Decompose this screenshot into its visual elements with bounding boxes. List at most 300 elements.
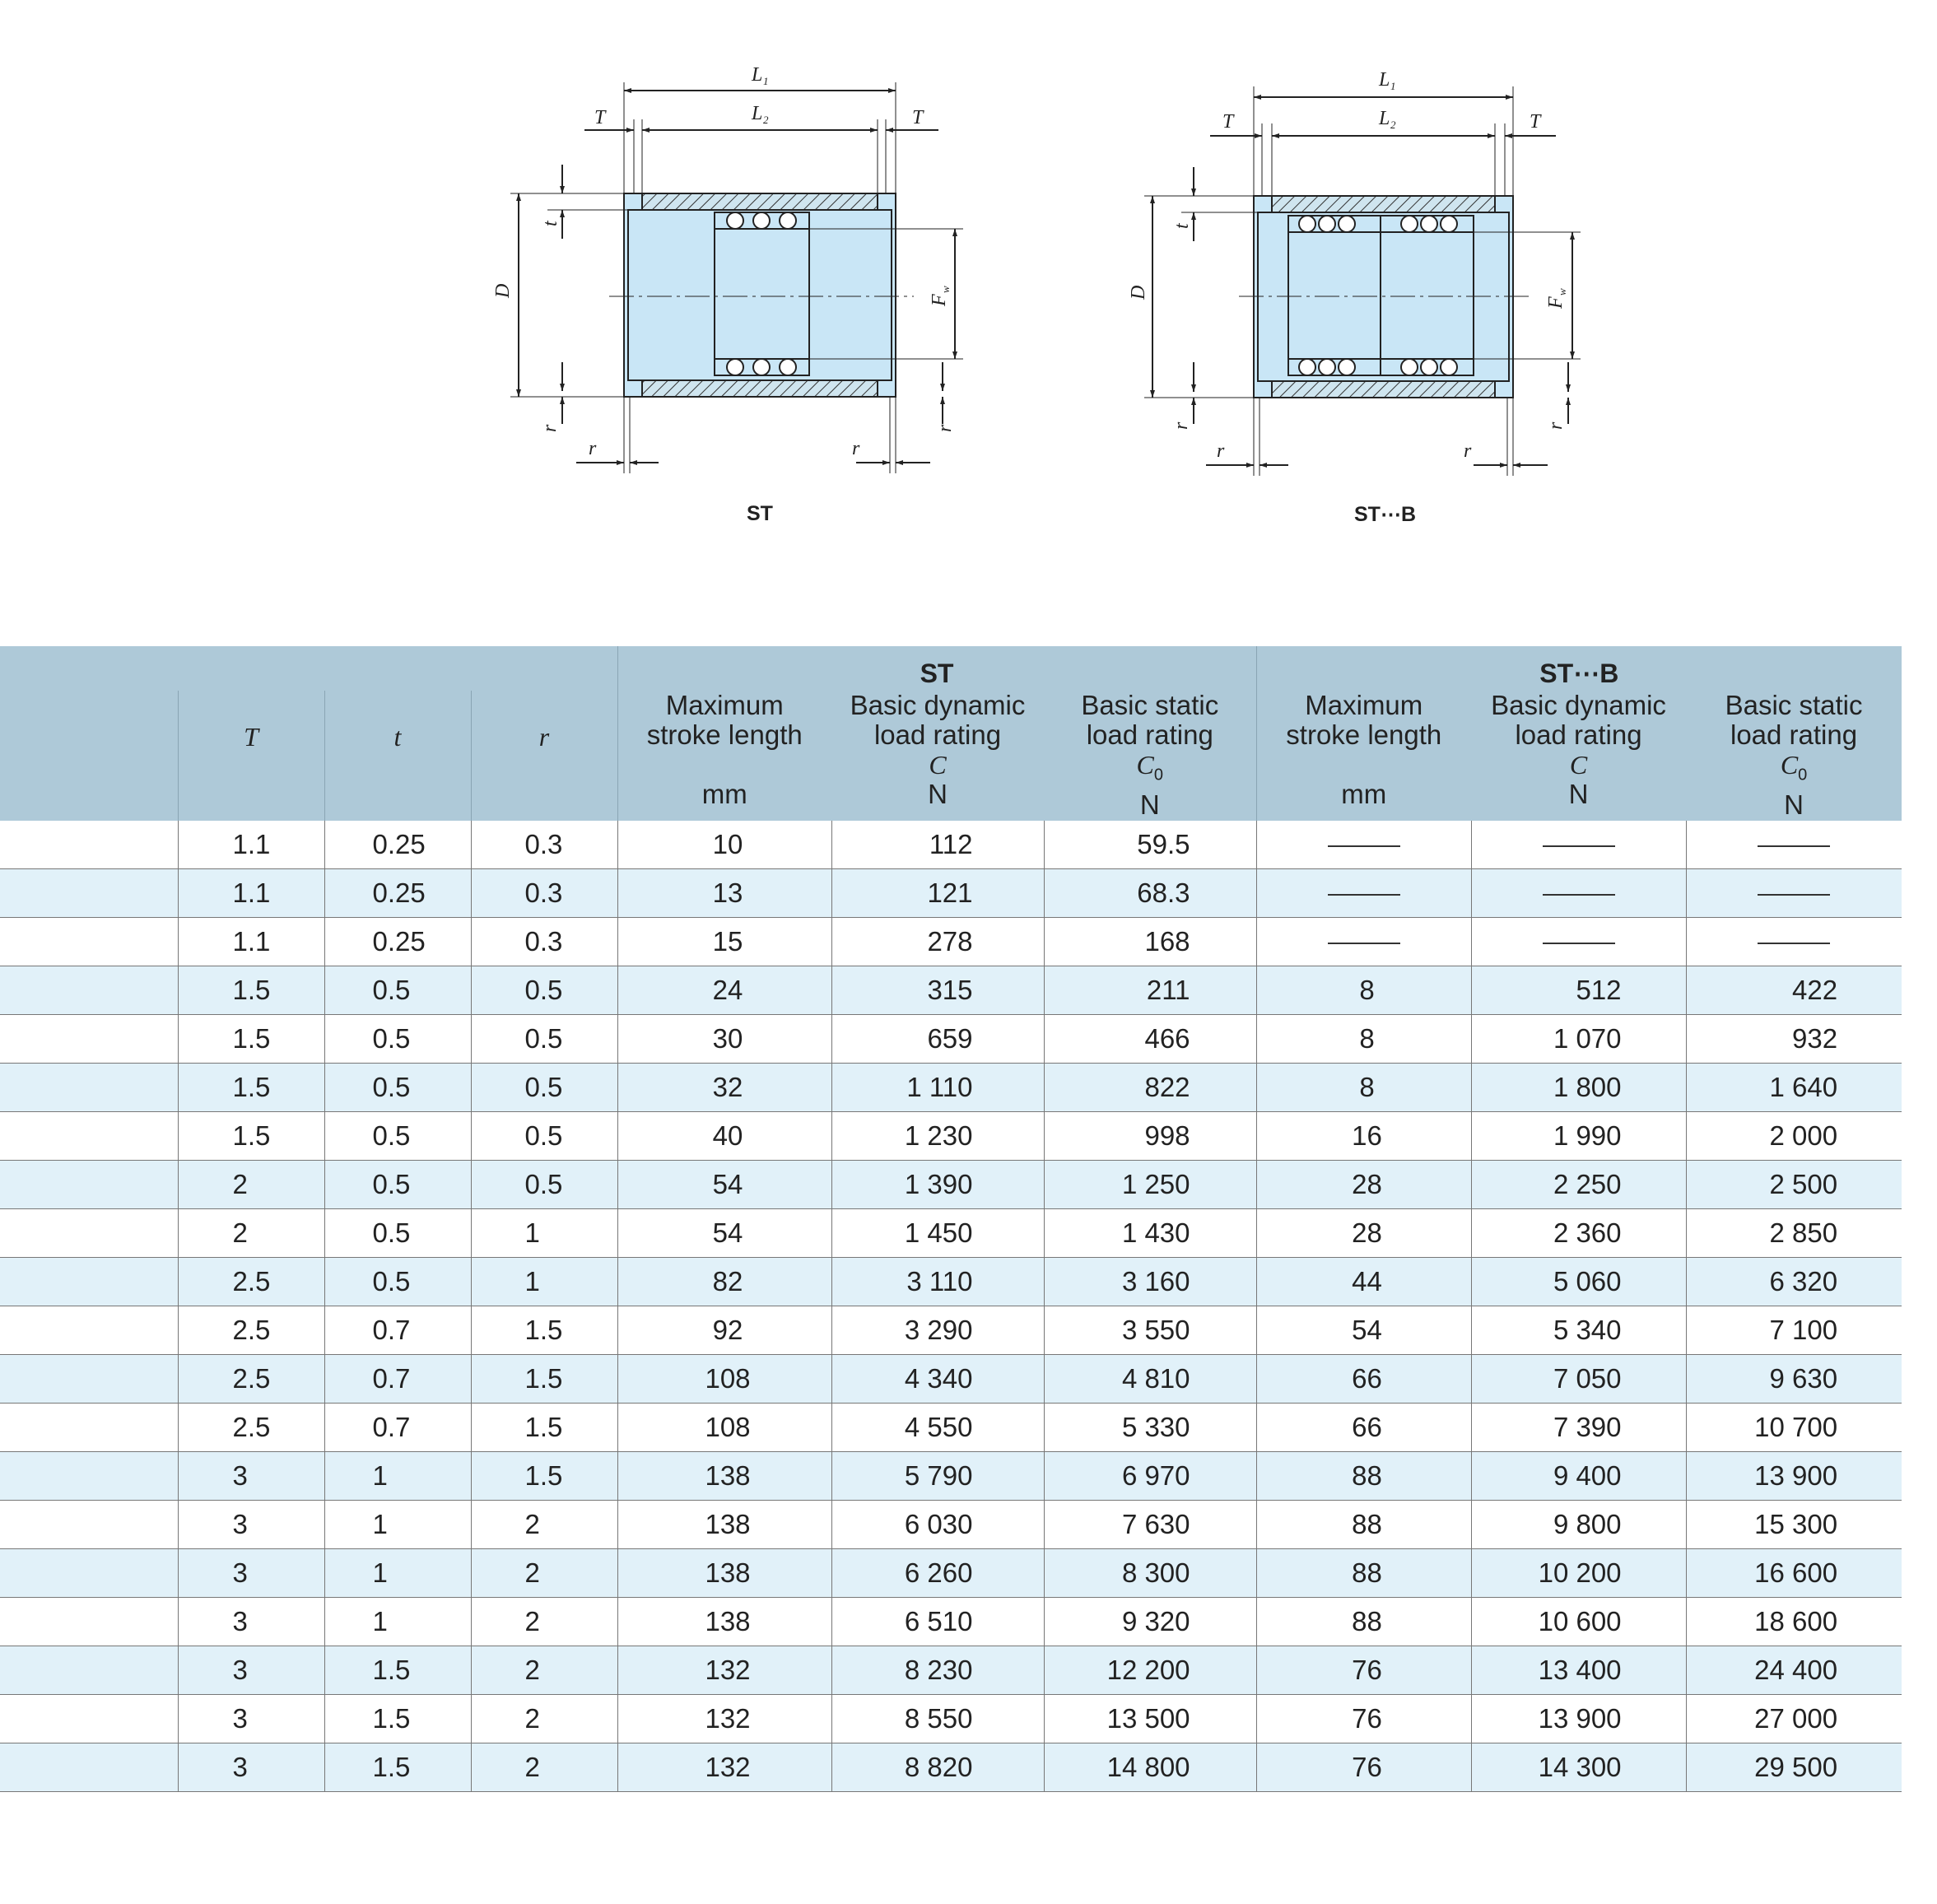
table-row [0,1161,1902,1209]
table-cell: 5 340 [1471,1306,1686,1355]
unit-label: mm [1341,779,1387,809]
row-blank-cell [0,1452,178,1501]
bearing-drawings [0,0,1937,560]
table-cell: 4 340 [831,1355,1044,1404]
table-cell: 6 970 [1044,1452,1256,1501]
table-cell: 9 400 [1471,1452,1686,1501]
table-cell [1256,821,1471,869]
table-cell: 1 [324,1549,471,1598]
table-cell: 2 [178,1209,324,1258]
table-cell: 132 [617,1646,831,1695]
table-cell: 0.5 [324,1161,471,1209]
unit-label: mm [701,779,747,809]
table-cell: 82 [617,1258,831,1306]
unit-label: N [1568,779,1589,809]
table-cell: 6 510 [831,1598,1044,1646]
table-cell: 1.1 [178,821,324,869]
table-cell: 16 600 [1686,1549,1902,1598]
table-cell: 0.5 [324,966,471,1015]
table-row [0,1695,1902,1743]
sym-C0-sub: 0 [1798,766,1808,784]
sym-C0: C [1136,750,1154,780]
table-row [0,1404,1902,1452]
drawing-caption-st: ST [747,502,773,525]
drawing-st [510,82,963,473]
table-cell: 0.5 [471,1112,617,1161]
sym-C0-sub: 0 [1153,766,1163,784]
table-cell: 2 000 [1686,1112,1902,1161]
header-label: Maximum stroke length [1286,690,1442,750]
row-blank-cell [0,1501,178,1549]
not-available-dash [1328,943,1400,944]
table-cell: 3 [178,1695,324,1743]
table-cell: 138 [617,1598,831,1646]
header-label: Basic static load rating [1081,690,1219,750]
table-cell: 2 [471,1549,617,1598]
blank-header [0,646,617,691]
table-cell: 40 [617,1112,831,1161]
unit-label: N [1139,789,1160,820]
table-cell: 1 990 [1471,1112,1686,1161]
table-cell: 66 [1256,1404,1471,1452]
table-row [0,1306,1902,1355]
table-cell: 2 [471,1646,617,1695]
table-cell: 88 [1256,1549,1471,1598]
table-cell: 138 [617,1452,831,1501]
svg-text:r: r [852,438,860,459]
row-blank-cell [0,1355,178,1404]
table-cell: 2 [471,1695,617,1743]
table-cell: 1.5 [324,1695,471,1743]
svg-text:D: D [492,283,514,298]
table-cell: 0.5 [471,1161,617,1209]
table-cell: 132 [617,1695,831,1743]
table-cell: 1 230 [831,1112,1044,1161]
table-cell: 8 300 [1044,1549,1256,1598]
table-cell: 466 [1044,1015,1256,1064]
table-cell: 1 [324,1501,471,1549]
table-cell: 3 [178,1646,324,1695]
table-cell: 1.5 [471,1306,617,1355]
svg-text:w: w [939,286,952,293]
header-label: Maximum stroke length [646,690,803,750]
unit-label: N [928,779,948,809]
table-cell: 54 [617,1161,831,1209]
table-cell: 8 820 [831,1743,1044,1792]
table-cell [1686,918,1902,966]
table-cell [1256,869,1471,918]
row-blank-cell [0,1549,178,1598]
row-blank-cell [0,1646,178,1695]
svg-text:D: D [1128,285,1149,300]
table-cell: 12 200 [1044,1646,1256,1695]
not-available-dash [1758,943,1830,944]
table-cell: 315 [831,966,1044,1015]
table-row [0,1064,1902,1112]
table-cell: 32 [617,1064,831,1112]
table-cell: 9 320 [1044,1598,1256,1646]
spec-table-body [0,821,1902,1792]
stb-col-header-static [1686,691,1902,821]
table-cell: 112 [831,821,1044,869]
table-cell: 3 [178,1452,324,1501]
table-cell: 76 [1256,1646,1471,1695]
table-cell: 138 [617,1501,831,1549]
table-cell: 3 290 [831,1306,1044,1355]
table-cell: 1.5 [178,1064,324,1112]
table-cell: 14 800 [1044,1743,1256,1792]
table-cell: 1.5 [324,1743,471,1792]
table-cell: 998 [1044,1112,1256,1161]
group-header-st-b: ST⋯B [1256,646,1902,691]
table-cell: 7 390 [1471,1404,1686,1452]
table-cell: 5 790 [831,1452,1044,1501]
table-cell: 16 [1256,1112,1471,1161]
table-cell: 14 300 [1471,1743,1686,1792]
table-cell: 8 230 [831,1646,1044,1695]
table-cell: 2.5 [178,1355,324,1404]
table-cell: 76 [1256,1695,1471,1743]
table-cell: 29 500 [1686,1743,1902,1792]
table-row [0,1112,1902,1161]
table-cell: 1.5 [324,1646,471,1695]
header-label: Basic dynamic load rating [1491,690,1666,750]
table-cell: 1.1 [178,918,324,966]
table-cell: 10 700 [1686,1404,1902,1452]
st-col-header-dynamic [831,691,1044,821]
svg-text:r: r [1464,440,1472,462]
table-cell: 1 250 [1044,1161,1256,1209]
stb-col-header-stroke [1256,691,1471,821]
table-cell [1471,821,1686,869]
svg-text:r: r [589,438,597,459]
table-cell: 88 [1256,1598,1471,1646]
sym-C0: C [1780,750,1799,780]
sym-r: r [538,722,550,752]
table-cell: 54 [617,1209,831,1258]
table-cell: 0.25 [324,869,471,918]
table-cell: 1.5 [471,1355,617,1404]
row-blank-cell [0,1404,178,1452]
row-blank-cell [0,1695,178,1743]
table-cell: 8 [1256,1015,1471,1064]
table-cell: 2 [471,1598,617,1646]
table-row [0,821,1902,869]
table-cell: 138 [617,1549,831,1598]
table-cell: 8 [1256,1064,1471,1112]
table-cell: 132 [617,1743,831,1792]
svg-text:L: L [1379,108,1390,129]
table-cell: 59.5 [1044,821,1256,869]
table-cell: 1 [324,1452,471,1501]
header-label: Basic static load rating [1725,690,1863,750]
table-cell: 2 [471,1743,617,1792]
table-cell: 2.5 [178,1306,324,1355]
table-cell: 1.5 [471,1452,617,1501]
blank-col-header [0,691,178,821]
table-cell: 66 [1256,1355,1471,1404]
table-row [0,1452,1902,1501]
table-cell: 4 550 [831,1404,1044,1452]
table-cell: 2 500 [1686,1161,1902,1209]
sym-T: T [244,722,258,752]
row-blank-cell [0,821,178,869]
table-row [0,1209,1902,1258]
table-cell: 54 [1256,1306,1471,1355]
table-row [0,1355,1902,1404]
table-cell: 1.5 [178,1112,324,1161]
table-cell: 1 800 [1471,1064,1686,1112]
group-header-row [0,646,1902,691]
svg-text:T: T [594,107,606,128]
st-col-header-stroke [617,691,831,821]
svg-text:1: 1 [1390,80,1396,92]
table-cell: 10 [617,821,831,869]
table-cell: 0.25 [324,821,471,869]
table-cell: 9 630 [1686,1355,1902,1404]
svg-text:F: F [929,294,950,306]
col-header-r [471,691,617,821]
table-cell: 1.1 [178,869,324,918]
table-cell: 13 [617,869,831,918]
table-cell: 121 [831,869,1044,918]
table-cell: 88 [1256,1452,1471,1501]
table-cell: 1.5 [178,966,324,1015]
table-cell: 0.5 [324,1209,471,1258]
table-row [0,1258,1902,1306]
column-header-row [0,691,1902,821]
svg-text:2: 2 [1390,119,1396,131]
table-cell: 0.5 [471,1064,617,1112]
table-cell: 0.25 [324,918,471,966]
svg-text:r: r [539,424,561,432]
drawing-st-b [1144,86,1581,476]
table-cell: 68.3 [1044,869,1256,918]
table-row [0,1501,1902,1549]
table-cell: 3 160 [1044,1258,1256,1306]
table-cell: 8 [1256,966,1471,1015]
table-cell [1256,918,1471,966]
not-available-dash [1328,894,1400,896]
table-cell: 0.7 [324,1355,471,1404]
table-row [0,1743,1902,1792]
table-cell: 0.5 [471,966,617,1015]
row-blank-cell [0,1598,178,1646]
sym-C: C [929,750,947,780]
table-cell: 0.7 [324,1306,471,1355]
table-cell: 5 060 [1471,1258,1686,1306]
table-cell: 3 [178,1743,324,1792]
table-cell: 1 [324,1598,471,1646]
svg-text:t: t [540,221,561,226]
not-available-dash [1328,845,1400,847]
stb-col-header-dynamic [1471,691,1686,821]
svg-text:T: T [912,107,924,128]
table-row [0,869,1902,918]
sym-t: t [393,722,402,752]
unit-label: N [1784,789,1804,820]
table-cell: 422 [1686,966,1902,1015]
table-cell: 2 360 [1471,1209,1686,1258]
table-cell: 24 400 [1686,1646,1902,1695]
svg-text:T: T [1222,111,1234,133]
table-cell: 1 [471,1258,617,1306]
table-cell: 512 [1471,966,1686,1015]
table-cell: 9 800 [1471,1501,1686,1549]
table-cell: 76 [1256,1743,1471,1792]
table-cell: 30 [617,1015,831,1064]
table-cell: 13 900 [1471,1695,1686,1743]
not-available-dash [1758,845,1830,847]
table-cell: 2.5 [178,1258,324,1306]
table-cell: 278 [831,918,1044,966]
table-row [0,1598,1902,1646]
table-cell: 15 300 [1686,1501,1902,1549]
st-col-header-static [1044,691,1256,821]
table-cell: 6 320 [1686,1258,1902,1306]
table-cell: 24 [617,966,831,1015]
table-cell: 4 810 [1044,1355,1256,1404]
table-row [0,1549,1902,1598]
table-cell: 44 [1256,1258,1471,1306]
table-cell: 13 500 [1044,1695,1256,1743]
table-cell: 0.5 [324,1015,471,1064]
table-cell: 2 [471,1501,617,1549]
svg-text:T: T [1530,111,1541,133]
row-blank-cell [0,1161,178,1209]
table-cell: 108 [617,1404,831,1452]
table-cell: 1 110 [831,1064,1044,1112]
table-cell: 13 400 [1471,1646,1686,1695]
row-blank-cell [0,869,178,918]
table-cell: 5 330 [1044,1404,1256,1452]
table-cell [1471,869,1686,918]
table-cell: 8 550 [831,1695,1044,1743]
table-cell: 1 070 [1471,1015,1686,1064]
svg-text:t: t [1171,223,1193,229]
table-cell: 3 [178,1549,324,1598]
table-cell: 822 [1044,1064,1256,1112]
table-cell: 28 [1256,1161,1471,1209]
drawing-caption-st-b: ST⋯B [1354,503,1416,526]
svg-text:r: r [1217,440,1225,462]
row-blank-cell [0,1015,178,1064]
table-cell: 932 [1686,1015,1902,1064]
spec-table [0,646,1902,1792]
table-cell: 2 [178,1161,324,1209]
row-blank-cell [0,1112,178,1161]
table-cell: 10 200 [1471,1549,1686,1598]
row-blank-cell [0,1743,178,1792]
row-blank-cell [0,1209,178,1258]
table-cell: 3 110 [831,1258,1044,1306]
table-row [0,966,1902,1015]
table-cell: 2 850 [1686,1209,1902,1258]
svg-text:r: r [934,424,956,432]
table-cell: 1.5 [178,1015,324,1064]
table-cell: 27 000 [1686,1695,1902,1743]
table-cell: 6 030 [831,1501,1044,1549]
svg-text:2: 2 [763,114,769,126]
table-cell: 659 [831,1015,1044,1064]
table-cell: 3 [178,1598,324,1646]
not-available-dash [1543,845,1615,847]
table-cell: 0.5 [324,1064,471,1112]
table-cell [1686,869,1902,918]
svg-text:L: L [752,103,763,124]
not-available-dash [1543,943,1615,944]
table-cell: 1 390 [831,1161,1044,1209]
row-blank-cell [0,1064,178,1112]
svg-text:L: L [1379,69,1390,91]
table-row [0,918,1902,966]
table-cell: 2 250 [1471,1161,1686,1209]
table-cell: 108 [617,1355,831,1404]
table-cell: 1 [471,1209,617,1258]
table-cell: 13 900 [1686,1452,1902,1501]
table-cell: 7 050 [1471,1355,1686,1404]
table-cell: 0.5 [324,1112,471,1161]
col-header-T [178,691,324,821]
not-available-dash [1543,894,1615,896]
table-cell: 7 100 [1686,1306,1902,1355]
table-cell: 18 600 [1686,1598,1902,1646]
header-label: Basic dynamic load rating [850,690,1026,750]
table-row [0,1646,1902,1695]
table-cell: 0.3 [471,869,617,918]
table-cell: 15 [617,918,831,966]
col-header-t [324,691,471,821]
row-blank-cell [0,1258,178,1306]
table-cell: 211 [1044,966,1256,1015]
svg-text:1: 1 [763,75,769,87]
table-cell: 10 600 [1471,1598,1686,1646]
svg-text:L: L [752,64,763,86]
table-cell: 1 430 [1044,1209,1256,1258]
table-cell: 0.5 [324,1258,471,1306]
table-cell: 0.7 [324,1404,471,1452]
table-cell: 6 260 [831,1549,1044,1598]
svg-text:w: w [1556,288,1568,296]
table-cell: 0.3 [471,918,617,966]
table-cell: 3 550 [1044,1306,1256,1355]
row-blank-cell [0,1306,178,1355]
table-cell: 92 [617,1306,831,1355]
row-blank-cell [0,966,178,1015]
table-cell: 0.5 [471,1015,617,1064]
table-row [0,1015,1902,1064]
table-cell: 1.5 [471,1404,617,1452]
table-cell: 28 [1256,1209,1471,1258]
svg-text:F: F [1545,296,1567,309]
table-cell: 1 640 [1686,1064,1902,1112]
group-header-st: ST [617,646,1256,691]
svg-text:r: r [1545,421,1567,430]
table-cell [1686,821,1902,869]
row-blank-cell [0,918,178,966]
table-cell: 168 [1044,918,1256,966]
table-cell: 3 [178,1501,324,1549]
table-cell: 0.3 [471,821,617,869]
table-cell: 88 [1256,1501,1471,1549]
table-cell: 7 630 [1044,1501,1256,1549]
table-cell: 1 450 [831,1209,1044,1258]
svg-text:r: r [1171,421,1192,430]
sym-C: C [1569,750,1588,780]
table-cell [1471,918,1686,966]
not-available-dash [1758,894,1830,896]
table-cell: 2.5 [178,1404,324,1452]
